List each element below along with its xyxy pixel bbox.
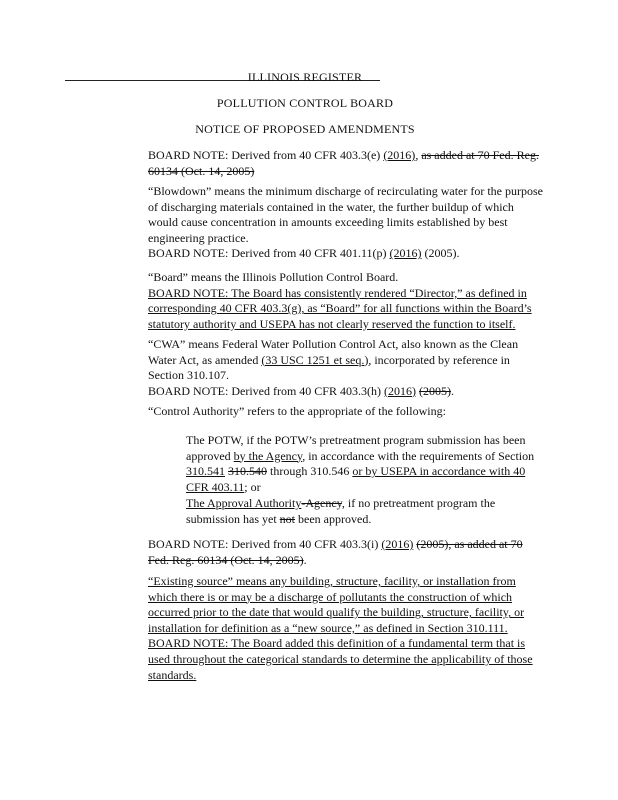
text-segment: BOARD NOTE: Derived from 40 CFR 403.3(h): [148, 383, 384, 398]
inserted-text: (2016): [389, 246, 422, 261]
board-note-403-3i: [148, 537, 568, 568]
text-segment: approved: [186, 448, 234, 463]
text-line: [148, 148, 568, 164]
definition-existing-source: [148, 574, 568, 683]
text-line: [186, 480, 516, 496]
inserted-text: occurred prior to the date that would qualify the building, structure, facility, or: [148, 605, 525, 620]
text-segment: .: [303, 552, 307, 567]
definition-cwa: [148, 337, 568, 399]
text-segment: submission has yet: [186, 511, 280, 526]
text-line: [148, 384, 568, 400]
inserted-text: standards.: [148, 667, 197, 682]
text-line: [186, 512, 516, 528]
definition-blowdown: [148, 184, 568, 262]
text-segment: .: [450, 383, 454, 398]
definition-board: [148, 270, 568, 332]
text-segment: , in accordance with the requirements of Section: [302, 448, 535, 463]
text-line: [148, 353, 568, 369]
board-note-403-3e: [148, 148, 568, 179]
inserted-text: (2016): [381, 537, 414, 551]
deleted-text: -Agency: [301, 496, 342, 510]
text-line: Section 310.107.: [148, 368, 229, 383]
definition-control-authority: [148, 404, 568, 420]
text-line: “CWA” means Federal Water Pollution Control Act, also known as the Clean: [148, 337, 519, 351]
board-title: POLLUTION CONTROL BOARD: [216, 96, 394, 110]
text-line: “Control Authority” refers to the appropriate of the following:: [148, 404, 446, 418]
register-title: ILLINOIS REGISTER: [247, 70, 363, 84]
deleted-text: as added at 70 Fed. Reg.: [421, 148, 539, 162]
text-line: would cause concentration in amounts exceeding limits established by best: [148, 215, 508, 230]
text-line: [148, 553, 568, 569]
notice-title: NOTICE OF PROPOSED AMENDMENTS: [195, 122, 415, 136]
deleted-text: (2005): [418, 383, 451, 398]
text-line: [186, 496, 516, 512]
inserted-text: “Existing source” means any building, structure, facility, or installation from: [148, 574, 516, 588]
text-segment: BOARD NOTE: Derived from 40 CFR 403.3(e): [148, 148, 384, 162]
text-line: [148, 246, 568, 262]
deleted-text: not: [279, 511, 296, 526]
inserted-text: or by USEPA in accordance with 40: [352, 464, 526, 479]
text-line: engineering practice.: [148, 230, 249, 245]
text-segment: BOARD NOTE: Derived from 40 CFR 403.3(i): [148, 537, 382, 551]
inserted-text: BOARD NOTE: The Board added this definition of a fundamental term that is: [148, 636, 526, 651]
inserted-text: CFR 403.11: [186, 479, 245, 494]
text-segment: , incorporated by reference in: [368, 352, 510, 367]
text-segment: BOARD NOTE: Derived from 40 CFR 401.11(p): [148, 246, 390, 261]
deleted-text: (2005), as added at 70: [416, 537, 523, 551]
inserted-text: used throughout the categorical standards to determine the applicability of those: [148, 651, 533, 666]
text-segment: (2005).: [421, 246, 460, 261]
inserted-text: installation for definition as a “new source,” as defined in Section 310.111.: [148, 620, 508, 635]
deleted-text: 60134 (Oct. 14, 2005): [148, 163, 255, 178]
inserted-text: (33 USC 1251 et seq.): [261, 352, 369, 367]
text-line: [186, 464, 526, 480]
inserted-text: corresponding 40 CFR 403.3(g), as “Board” for all functions within the Board’s: [148, 301, 532, 316]
inserted-text: by the Agency: [233, 448, 303, 463]
inserted-text: statutory authority and USEPA has not clearly reserved the function to itself.: [148, 316, 516, 331]
text-line: [148, 537, 568, 553]
text-line: of discharging materials contained in the water, the further buildup of which: [148, 199, 514, 214]
text-segment: ; or: [244, 479, 261, 494]
text-segment: ,: [415, 148, 422, 162]
deleted-text: Fed. Reg. 60134 (Oct. 14, 2005): [148, 552, 304, 567]
control-authority-option-potw: [186, 433, 535, 495]
control-authority-option-approval-authority: [186, 496, 516, 527]
inserted-text: (2016): [383, 383, 416, 398]
text-segment: Water Act, as amended: [148, 352, 262, 367]
inserted-text: The Approval Authority: [186, 496, 302, 510]
text-segment: been approved.: [295, 511, 372, 526]
text-segment: through 310.546: [267, 464, 353, 479]
text-line: “Board” means the Illinois Pollution Control Board.: [148, 270, 399, 284]
inserted-text: 310.541: [186, 464, 225, 479]
deleted-text: 310.540: [228, 464, 267, 479]
inserted-text: BOARD NOTE: The Board has consistently rendered “Director,” as defined in: [148, 285, 527, 300]
text-line: “Blowdown” means the minimum discharge of recirculating water for the purpose: [148, 184, 543, 198]
text-line: The POTW, if the POTW’s pretreatment program submission has been: [186, 433, 526, 447]
text-segment: , if no pretreatment program the: [341, 496, 496, 510]
inserted-text: (2016): [383, 148, 416, 162]
text-line: [186, 448, 535, 465]
inserted-text: which there is or may be a discharge of pollutants the construction of which: [148, 589, 513, 604]
